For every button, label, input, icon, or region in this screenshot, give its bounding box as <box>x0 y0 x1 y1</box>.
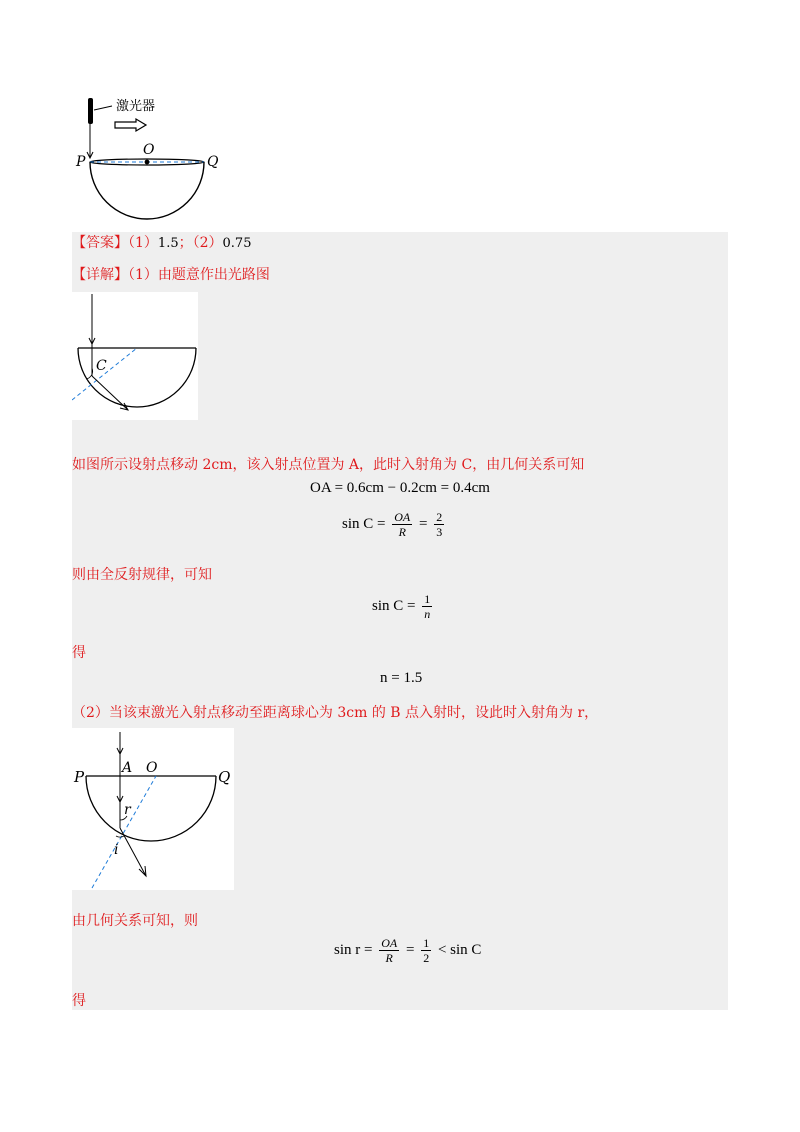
answer-tag: 【答案】 <box>72 235 128 251</box>
eq5-den1: R <box>385 951 393 965</box>
figure-critical-angle <box>72 292 198 420</box>
eq5-lhs: sin r = <box>334 941 373 958</box>
angle-r-label: r <box>124 802 131 818</box>
hemisphere-arc <box>86 776 216 841</box>
point-c-label: C <box>96 358 107 374</box>
eq2-fraction-1 <box>392 510 412 539</box>
answer-part2: （2） <box>192 235 223 251</box>
figure-laser-hemisphere <box>70 92 230 224</box>
eq5-rhs: < sin C <box>437 941 482 958</box>
equation-oa: OA = 0.6cm − 0.2cm = 0.4cm <box>310 480 490 496</box>
eq5-fraction-2 <box>421 936 431 965</box>
equation-total-reflection <box>372 592 435 621</box>
normal-dashed <box>72 348 137 400</box>
answer-value-2: 0.75 <box>222 236 252 251</box>
equation-sin-c-ratio <box>342 510 447 539</box>
eq5-fraction-1 <box>379 936 399 965</box>
point-o-label: O <box>146 760 158 776</box>
eq2-equals: = <box>418 515 428 532</box>
refracted-arrow-icon <box>139 866 146 876</box>
equation-n-value: n = 1.5 <box>380 670 423 686</box>
eq3-lhs: sin C = <box>372 597 416 614</box>
eq2-num1: OA <box>394 510 411 524</box>
paragraph-4: （2）当该束激光入射点移动至距离球心为 3cm 的 B 点入射时，设此时入射角为 r， <box>72 705 599 721</box>
paragraph-2: 则由全反射规律，可知 <box>72 567 212 583</box>
reflected-ray <box>92 376 128 410</box>
hemisphere-arc <box>90 162 204 219</box>
answer-value-1: 1.5 <box>157 236 179 251</box>
eq3-fraction <box>422 592 432 621</box>
center-dot <box>145 160 150 165</box>
laser-leader-line <box>94 106 112 110</box>
move-arrow-icon <box>115 119 146 131</box>
paragraph-1: 如图所示设射点移动 2cm，该入射点位置为 A，此时入射角为 C，由几何关系可知 <box>72 457 585 473</box>
detail-line <box>72 266 270 284</box>
point-o-label: O <box>143 142 155 158</box>
normal-dashed <box>92 776 156 888</box>
critical-angle-svg <box>72 292 198 420</box>
eq5-num2: 1 <box>423 936 430 950</box>
eq2-fraction-2 <box>434 510 444 539</box>
eq5-num1: OA <box>381 936 398 950</box>
eq5-equals: = <box>405 941 415 958</box>
angle-i-label: i <box>114 842 119 858</box>
point-p-label: P <box>74 768 85 786</box>
eq5-den2: 2 <box>423 951 430 965</box>
figure-refraction <box>72 728 234 890</box>
hemisphere-arc <box>78 348 196 407</box>
detail-intro: （1）由题意作出光路图 <box>128 267 270 283</box>
answer-part1: （1） <box>128 235 158 251</box>
eq3-den: n <box>424 607 431 621</box>
eq2-den1: R <box>398 525 406 539</box>
point-p-label: P <box>76 154 86 170</box>
point-q-label: Q <box>218 768 231 786</box>
eq2-den2: 3 <box>436 525 443 539</box>
paragraph-6: 得 <box>72 993 86 1009</box>
answer-sep: ； <box>178 235 193 251</box>
eq2-lhs: sin C = <box>342 515 386 532</box>
answer-line <box>72 234 251 253</box>
angle-i-arc <box>116 836 124 837</box>
eq2-num2: 2 <box>436 510 443 524</box>
paragraph-3: 得 <box>72 645 86 661</box>
eq3-num: 1 <box>424 592 431 606</box>
laser-label: 激光器 <box>116 99 156 114</box>
detail-tag: 【详解】 <box>72 267 128 283</box>
paragraph-5: 由几何关系可知，则 <box>72 913 198 929</box>
refracted-ray <box>120 828 146 876</box>
refraction-svg <box>72 728 234 890</box>
laser-device-icon <box>88 98 93 124</box>
point-a-label: A <box>122 760 133 776</box>
equation-sin-r <box>334 936 481 965</box>
point-q-label: Q <box>207 154 219 170</box>
